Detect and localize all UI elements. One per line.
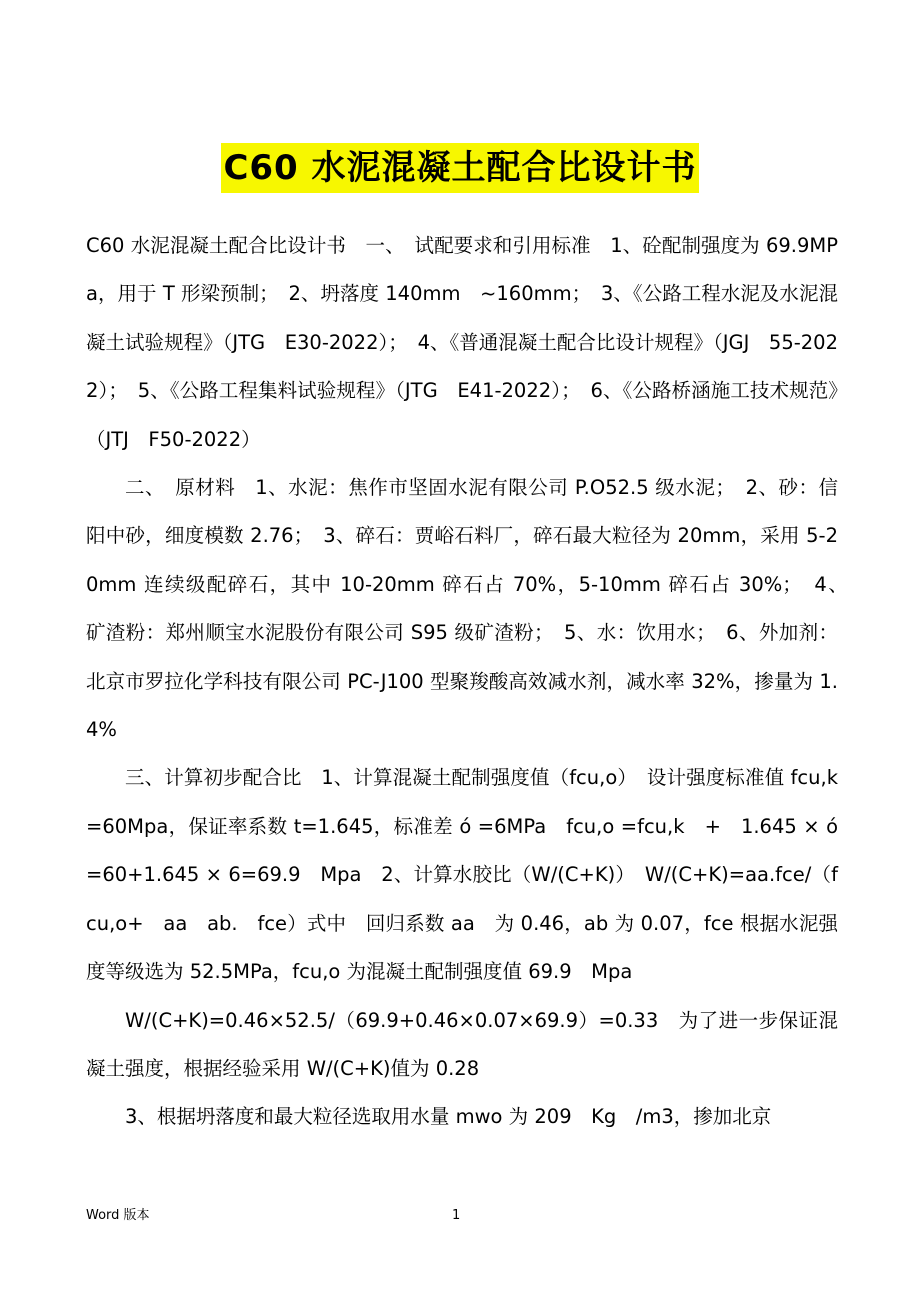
document-body — [86, 222, 858, 1142]
page-number: 1 — [452, 1208, 461, 1223]
footer-label: Word 版本 — [86, 1208, 150, 1223]
paragraph-water-binder-ratio: W/(C+K)=0.46×52.5/（69.9+0.46×0.07×69.9）=0.33 为了进一步保证混凝土强度，根据经验采用 W/(C+K)值为 0.28 — [86, 1008, 838, 1080]
page-title: C60 水泥混凝土配合比设计书 — [221, 143, 698, 193]
title-container — [0, 143, 920, 193]
paragraph-water-content: 3、根据坍落度和最大粒径选取用水量 mwo 为 209 Kg /m3，掺加北京 — [125, 1105, 772, 1129]
paragraph-raw-materials: 二、 原材料 1、水泥：焦作市坚固水泥有限公司 P.O52.5 级水泥； 2、砂：信阳中砂，细度模数 2.76； 3、碎石：贾峪石料厂，碎石最大粒径为 20mm，采用 5-20mm 连续级配碎石，其中 10-20mm 碎石占 70%，5-10mm 碎石占 30%； 4、 矿渣粉：郑州顺宝水泥股份有限公司 S95 级矿渣粉； 5、水：饮用水； 6、外加剂：北京市罗拉化学科技有限公司 PC-J100 型聚羧酸高效减水剂，减水率 32%，掺量为 1.4% — [86, 476, 858, 742]
paragraph-requirements: C60 水泥混凝土配合比设计书 一、 试配要求和引用标准 1、砼配制强度为 69.9MPa，用于 T 形梁预制； 2、坍落度 140mm ~160mm； 3、《公路工程水泥及水泥混凝土试验规程》（JTG E30-2022）； 4、《普通混凝土配合比设计规程》（JGJ 55-2022）； 5、《公路工程集料试验规程》（JTG E41-2022）； 6、《公路桥涵施工技术规范》（JTJ F50-2022） — [86, 234, 838, 451]
paragraph-calculation: 三、计算初步配合比 1、计算混凝土配制强度值（fcu,o） 设计强度标准值 fcu,k=60Mpa，保证率系数 t=1.645，标准差 ó =6MPa fcu,o =fcu,k + 1.645 × ó =60+1.645 × 6=69.9 Mpa 2、计算水胶比（W/(C+K)） W/(C+K)=aa.fce/（fcu,o+ aa ab. fce）式中 回归系数 aa 为 0.46，ab 为 0.07，fce 根据水泥强度等级选为 52.5MPa，fcu,o 为混凝土配制强度值 69.9 Mpa — [86, 766, 838, 984]
